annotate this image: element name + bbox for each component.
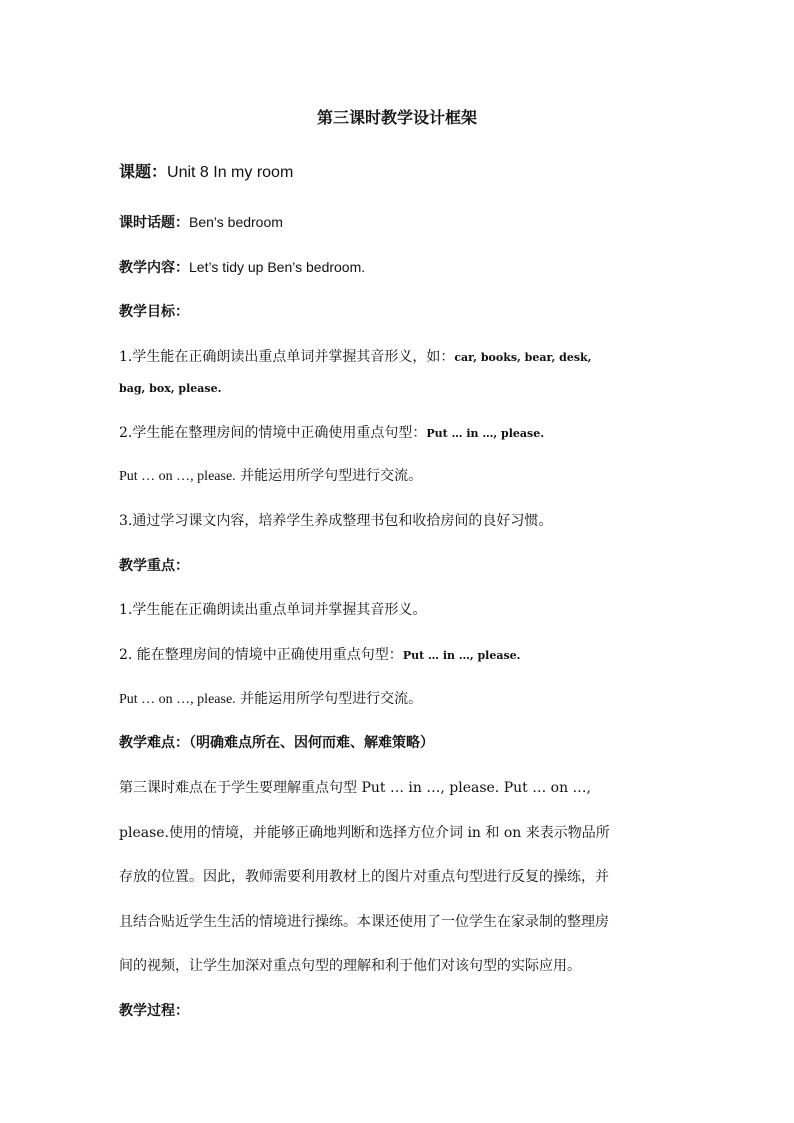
objective-item-1-cont	[119, 378, 221, 399]
key-points-heading: 教学重点：	[119, 558, 189, 574]
content-line	[119, 257, 365, 278]
content-value: Let’s tidy up Ben’s bedroom.	[189, 259, 366, 275]
topic-line	[119, 162, 293, 183]
objective-item-2-text: 2.学生能在整理房间的情境中正确使用重点句型：	[119, 425, 427, 441]
difficulties-line: 间的视频，让学生加深对重点句型的理解和利于他们对该句型的实际应用。	[119, 958, 581, 974]
objective-item-1-text: 1.学生能在正确朗读出重点单词并掌握其音形义，如：	[119, 349, 455, 365]
difficulties-line: 且结合贴近学生生活的情境进行操练。本课还使用了一位学生在家录制的整理房	[119, 914, 609, 930]
process-heading: 教学过程：	[119, 1003, 189, 1019]
difficulties-line: please.使用的情境，并能够正确地判断和选择方位介词 in 和 on 来表示物品所	[119, 825, 610, 841]
difficulties-line: 第三课时难点在于学生要理解重点句型 Put … in …, please. Put … on …,	[119, 780, 592, 796]
objective-item-2-cont-text: 并能运用所学句型进行交流。	[235, 468, 423, 484]
lesson-topic-label: 课时话题：	[119, 215, 189, 231]
lesson-topic-value: Ben’s bedroom	[189, 214, 283, 230]
topic-label: 课题：	[119, 162, 168, 181]
key-point-item-2-text: 2. 能在整理房间的情境中正确使用重点句型：	[119, 647, 403, 663]
key-point-item-2-cont	[119, 689, 422, 710]
topic-value: Unit 8 In my room	[167, 164, 294, 181]
objective-item-1-words: car, books, bear, desk,	[454, 351, 592, 364]
objective-item-1-cont-words: bag, box, please.	[119, 382, 222, 395]
objective-item-2-cont-pattern: Put … on …, please.	[119, 469, 236, 484]
objective-item-2	[119, 423, 544, 444]
objective-item-3: 3.通过学习课文内容，培养学生养成整理书包和收拾房间的良好习惯。	[119, 513, 553, 529]
key-point-item-2-cont-pattern: Put … on …, please.	[119, 692, 236, 707]
difficulties-heading: 教学难点：（明确难点所在、因何而难、解难策略）	[119, 735, 434, 751]
key-point-item-2	[119, 645, 521, 666]
objective-item-1	[119, 347, 591, 368]
document-title: 第三课时教学设计框架	[316, 108, 477, 127]
objectives-heading: 教学目标：	[119, 304, 189, 320]
key-point-item-1: 1.学生能在正确朗读出重点单词并掌握其音形义。	[119, 602, 427, 618]
objective-item-2-pattern: Put … in …, please.	[426, 427, 545, 440]
difficulties-line: 存放的位置。因此，教师需要利用教材上的图片对重点句型进行反复的操练，并	[119, 869, 609, 885]
key-point-item-2-cont-text: 并能运用所学句型进行交流。	[235, 691, 423, 707]
lesson-topic-line	[119, 212, 283, 233]
objective-item-2-cont	[119, 466, 422, 487]
content-label: 教学内容：	[119, 260, 189, 276]
key-point-item-2-pattern: Put … in …, please.	[402, 649, 521, 662]
